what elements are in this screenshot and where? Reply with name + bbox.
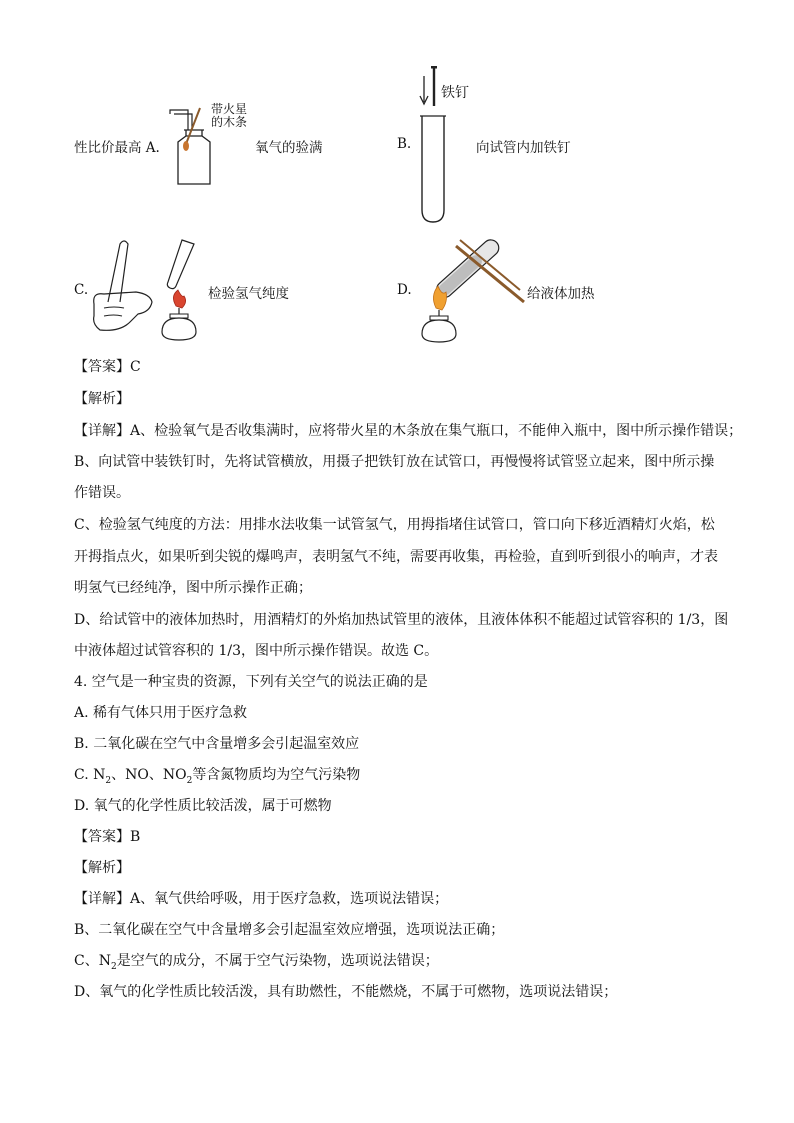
q3-detail-line: 中液体超过试管容积的 1/3，图中所示操作错误。故选 C。 <box>74 643 439 659</box>
q4-stem: 4. 空气是一种宝贵的资源，下列有关空气的说法正确的是 <box>74 674 428 690</box>
q4-detail-line: 【详解】A、氧气供给呼吸，用于医疗急救，选项说法错误； <box>74 891 449 907</box>
nail-label: 铁钉 <box>441 85 469 101</box>
q3-detail-line: 明氢气已经纯净，图中所示操作正确； <box>74 580 312 596</box>
option-d-letter: D. <box>397 282 412 298</box>
q4-analysis-heading: 【解析】 <box>74 860 130 876</box>
q4-detail-c-sub: 2 <box>110 961 117 972</box>
q3-analysis-heading: 【解析】 <box>74 391 130 407</box>
q3-detail-line: D、给试管中的液体加热时，用酒精灯的外焰加热试管里的液体，且液体体积不能超过试管容积的 1/3，图 <box>74 612 729 628</box>
q4-option-c-prefix: C. N <box>74 767 106 783</box>
q4-option-d: D. 氧气的化学性质比较活泼，属于可燃物 <box>74 798 332 814</box>
q4-detail-line: D、氧气的化学性质比较活泼，具有助燃性，不能燃烧，不属于可燃物，选项说法错误； <box>74 984 618 1000</box>
option-a-label: 氧气的验满 <box>255 140 323 156</box>
q4-option-b: B. 二氧化碳在空气中含量增多会引起温室效应 <box>74 736 360 752</box>
q3-detail-line: 开拇指点火，如果听到尖锐的爆鸣声，表明氢气不纯，需要再收集，再检验，直到听到很小的响声，才表 <box>74 549 718 565</box>
option-c-label: 检验氢气纯度 <box>208 286 289 302</box>
q4-option-c-sub1: 2 <box>105 775 112 786</box>
q4-detail-c-prefix: C、N <box>74 953 111 969</box>
q3-answer: 【答案】C <box>74 359 141 375</box>
q3-detail-line: 【详解】A、检验氧气是否收集满时，应将带火星的木条放在集气瓶口，不能伸入瓶中，图中所示操作错误； <box>74 423 743 439</box>
q4-answer: 【答案】B <box>74 829 141 845</box>
option-c-letter: C. <box>74 282 89 298</box>
option-b-label: 向试管内加铁钉 <box>476 140 571 156</box>
q4-option-c <box>74 765 360 791</box>
q4-detail-c-rest: 是空气的成分，不属于空气污染物，选项说法错误； <box>116 953 439 969</box>
option-b-letter: B. <box>397 136 412 152</box>
hydrogen-purity-test-figure <box>90 232 202 344</box>
splint-label-2: 的木条 <box>211 115 248 129</box>
q4-option-c-rest: 等含氮物质均为空气污染物 <box>192 767 361 783</box>
q3-detail-line: 作错误。 <box>74 485 130 501</box>
heating-liquid-figure <box>416 232 528 344</box>
q3-detail-line: C、检验氢气纯度的方法：用排水法收集一试管氢气，用拇指堵住试管口，管口向下移近酒精灯火焰，松 <box>74 517 715 533</box>
option-a-prefix: 性比价最高 A. <box>74 140 160 156</box>
q4-detail-line: B、二氧化碳在空气中含量增多会引起温室效应增强，选项说法正确； <box>74 922 505 938</box>
option-d-label: 给液体加热 <box>527 286 595 302</box>
q4-detail-line <box>74 951 439 977</box>
q4-option-c-mid: 、NO、NO <box>111 767 187 783</box>
q3-detail-line: B、向试管中装铁钉时，先将试管横放，用摄子把铁钉放在试管口，再慢慢将试管竖立起来，图中所示操 <box>74 454 715 470</box>
splint-label-1: 带火星 <box>211 102 248 116</box>
q4-option-a: A. 稀有气体只用于医疗急救 <box>74 705 248 721</box>
q4-option-c-sub2: 2 <box>186 775 193 786</box>
